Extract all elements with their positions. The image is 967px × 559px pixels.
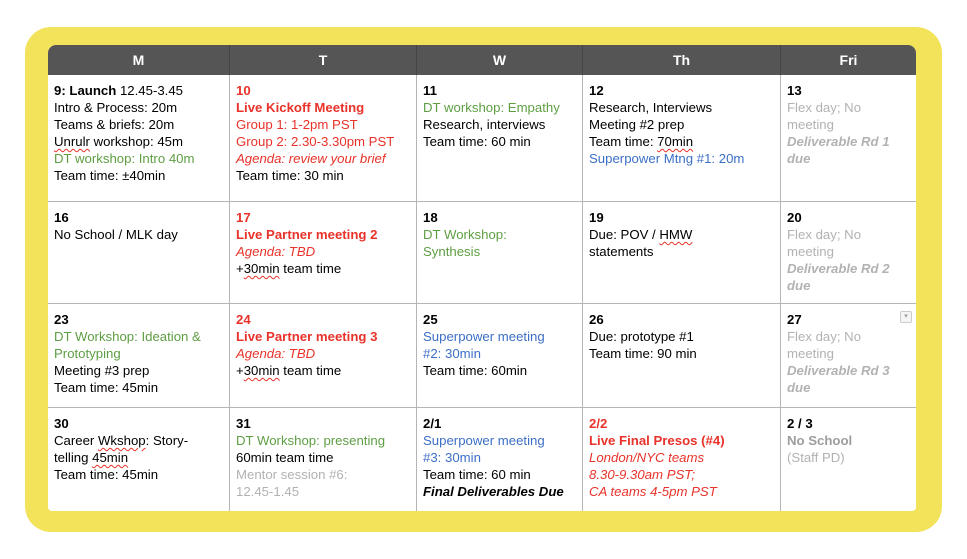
day-cell[interactable] [230,75,417,202]
date-number: 10 [236,83,251,98]
event-line: Teams & briefs: 20m [54,117,175,132]
calendar-table [48,45,916,511]
date-number: 30 [54,416,69,431]
day-heading [54,82,224,99]
event-line [589,133,775,150]
event-line: Deliverable Rd 2 [787,261,890,276]
date-number: 31 [236,416,251,431]
day-heading [54,209,224,226]
day-cell[interactable] [781,408,916,511]
event-line: 12.45-1.45 [236,484,300,499]
header-thu: Th [583,45,781,75]
event-line: Final Deliverables Due [423,484,564,499]
event-line [236,260,411,277]
date-time: 12.45-3.45 [116,83,184,98]
text-fragment: Team time: [589,134,658,149]
event-line: Flex day; No [787,329,862,344]
day-cell[interactable] [583,304,781,408]
day-heading [423,82,577,99]
date-number: 25 [423,312,438,327]
event-line: London/NYC teams [589,450,705,465]
date-number: 17 [236,210,251,225]
event-line: Superpower meeting [423,329,545,344]
event-line: meeting [787,346,834,361]
date-number: 11 [423,83,437,98]
event-line: Team time: 60 min [423,134,531,149]
text-fragment: + [236,261,244,276]
event-line [54,133,224,150]
event-line: Live Kickoff Meeting [236,100,365,115]
header-wed: W [417,45,583,75]
day-cell[interactable] [230,202,417,304]
text-fragment: team time [279,363,342,378]
date-number: 24 [236,312,251,327]
spellcheck-word: 30min [243,261,280,276]
day-cell[interactable] [583,202,781,304]
day-heading [423,415,577,432]
day-heading [423,209,577,226]
day-heading [236,82,411,99]
event-line [589,226,775,243]
event-line: Mentor session #6: [236,467,348,482]
day-heading [236,209,411,226]
event-line: Flex day; No [787,100,862,115]
day-cell[interactable] [417,75,583,202]
event-line: DT Workshop: [423,227,507,242]
event-line: Group 2: 2.30-3.30pm PST [236,134,395,149]
event-line: #2: 30min [423,346,481,361]
spellcheck-word: 70min [657,134,694,149]
day-cell[interactable] [583,408,781,511]
event-line: Live Partner meeting 3 [236,329,378,344]
header-fri: Fri [781,45,916,75]
event-line: Team time: 60 min [423,467,531,482]
event-line: Meeting #3 prep [54,363,150,378]
header-tue: T [230,45,417,75]
spellcheck-word: Unrulr [54,134,90,149]
spellcheck-word: HMW [659,227,693,242]
date-number: 13 [787,83,802,98]
event-line: Live Partner meeting 2 [236,227,378,242]
event-line: (Staff PD) [787,450,845,465]
day-heading [589,415,775,432]
day-heading [787,209,911,226]
event-line: DT workshop: Intro 40m [54,151,195,166]
date-number: 23 [54,312,69,327]
day-cell[interactable] [781,75,916,202]
event-line: Team time: 30 min [236,168,344,183]
event-line: due [787,151,811,166]
day-heading [589,82,775,99]
spellcheck-word: Wkshop [97,433,146,448]
event-line [54,449,224,466]
day-heading [787,82,911,99]
event-line: Prototyping [54,346,121,361]
event-line: 8.30-9.30am PST; [589,467,696,482]
event-line: Team time: 60min [423,363,528,378]
header-mon: M [48,45,230,75]
day-heading [236,415,411,432]
date-number: 26 [589,312,604,327]
cell-dropdown-icon[interactable]: ▾ [900,311,912,323]
day-heading [236,311,411,328]
spellcheck-word: 45min [92,450,129,465]
day-heading [54,311,224,328]
event-line: Research, Interviews [589,100,713,115]
day-cell[interactable] [48,408,230,511]
event-line: Meeting #2 prep [589,117,685,132]
text-fragment: team time [279,261,342,276]
event-line: due [787,380,811,395]
event-line: Research, interviews [423,117,546,132]
day-cell[interactable] [48,75,230,202]
day-cell[interactable] [583,75,781,202]
day-heading [54,415,224,432]
event-line: Superpower meeting [423,433,545,448]
event-line: Intro & Process: 20m [54,100,178,115]
day-cell[interactable] [417,202,583,304]
event-line: Deliverable Rd 3 [787,363,890,378]
event-line: No School [787,433,853,448]
event-line: DT Workshop: presenting [236,433,386,448]
text-fragment: Career [54,433,98,448]
day-cell[interactable] [417,408,583,511]
date-number: 20 [787,210,802,225]
event-line: CA teams 4-5pm PST [589,484,717,499]
day-heading [423,311,577,328]
day-heading [589,311,775,328]
event-line: Agenda: TBD [236,346,316,361]
event-line: No School / MLK day [54,227,178,242]
event-line: due [787,278,811,293]
day-cell[interactable] [417,304,583,408]
event-line: Due: prototype #1 [589,329,694,344]
date-number: 18 [423,210,438,225]
event-line [54,432,224,449]
event-line: Team time: 90 min [589,346,697,361]
event-line: 60min team time [236,450,334,465]
event-line: Live Final Presos (#4) [589,433,725,448]
spellcheck-word: 30min [243,363,280,378]
date-number: 27 [787,312,802,327]
text-fragment: : Story- [145,433,189,448]
day-heading [787,311,911,328]
day-cell[interactable] [781,202,916,304]
event-line: Team time: ±40min [54,168,166,183]
date-number: 2/2 [589,416,608,431]
day-heading [589,209,775,226]
text-fragment: workshop: 45m [89,134,183,149]
event-line: Group 1: 1-2pm PST [236,117,358,132]
date-number: 2/1 [423,416,442,431]
event-line: Agenda: review your brief [236,151,386,166]
event-line: Synthesis [423,244,481,259]
text-fragment: + [236,363,244,378]
date-number: 16 [54,210,69,225]
day-cell[interactable] [48,304,230,408]
event-line: statements [589,244,654,259]
text-fragment: telling [54,450,93,465]
event-line: Deliverable Rd 1 [787,134,890,149]
event-line: meeting [787,117,834,132]
event-line: DT workshop: Empathy [423,100,560,115]
event-line: meeting [787,244,834,259]
day-heading [787,415,911,432]
date-number: 2 / 3 [787,416,813,431]
event-line: DT Workshop: Ideation & [54,329,201,344]
date-number: 12 [589,83,604,98]
event-line: Team time: 45min [54,380,159,395]
event-line: Flex day; No [787,227,862,242]
day-cell[interactable] [48,202,230,304]
event-line: Team time: 45min [54,467,159,482]
event-line: Agenda: TBD [236,244,316,259]
date-number: 9: Launch [54,83,117,98]
event-line: Superpower Mtng #1: 20m [589,151,745,166]
day-cell[interactable] [781,304,916,408]
day-cell[interactable] [230,304,417,408]
text-fragment: Due: POV / [589,227,660,242]
day-cell[interactable] [230,408,417,511]
event-line [236,362,411,379]
event-line: #3: 30min [423,450,481,465]
date-number: 19 [589,210,604,225]
